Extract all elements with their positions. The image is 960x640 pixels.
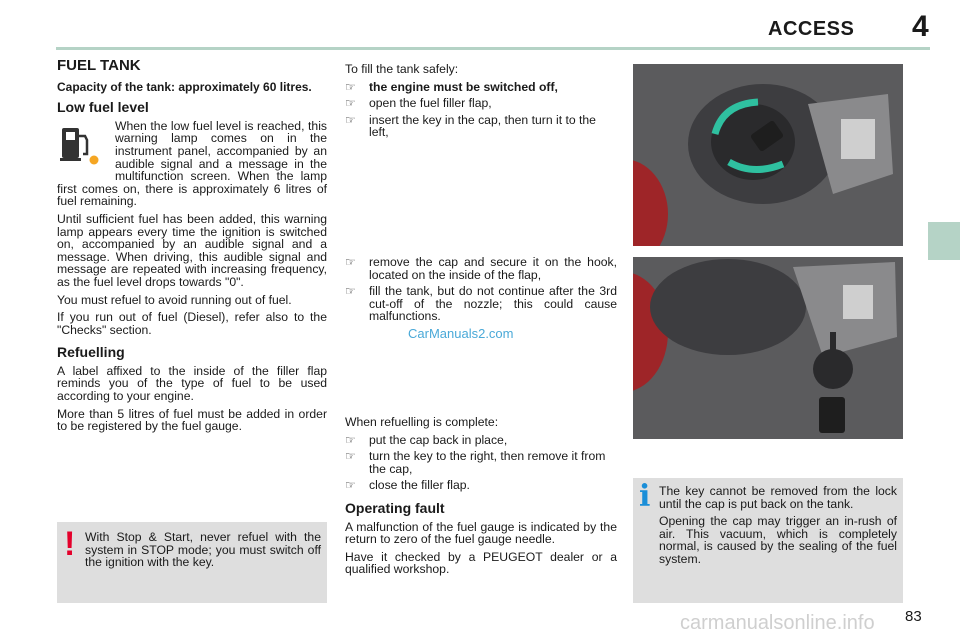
middle-column-mid [345, 256, 617, 328]
list-item: ☞ insert the key in the cap, then turn it to the left, [345, 112, 596, 140]
footer-watermark: carmanualsonline.info [680, 612, 875, 634]
pointing-hand-icon: ☞ [345, 255, 356, 269]
steps-list-3 [345, 434, 617, 492]
photo-cap-on-hook [633, 257, 903, 439]
header-divider [56, 47, 930, 50]
pointing-hand-icon: ☞ [345, 478, 356, 493]
photo-key-in-cap [633, 64, 903, 246]
low-fuel-p1: When the low fuel level is reached, this warning lamp comes on in the instrument panel, accompanied by an audible signal and a message in the multifunction screen. When the lamp first comes on, there is approximately 6 litres of fuel remaining. [57, 118, 327, 209]
complete-intro: When refuelling is complete: [345, 415, 499, 429]
page-number: 83 [905, 608, 922, 625]
fuel-tank-heading: FUEL TANK [57, 57, 141, 74]
warning-box [57, 522, 327, 603]
warning-text: With Stop & Start, never refuel with the system in STOP mode; you must switch off the ignition with the key. [85, 530, 321, 570]
pointing-hand-icon: ☞ [345, 449, 356, 464]
list-item: ☞ put the cap back in place, [345, 432, 508, 447]
chapter-number: 4 [912, 10, 929, 43]
info-icon: i [639, 479, 651, 514]
low-fuel-p4: If you run out of fuel (Diesel), refer also to the "Checks" section. [57, 310, 327, 337]
info-text [659, 485, 897, 571]
steps-list-1 [345, 81, 617, 139]
pointing-hand-icon: ☞ [345, 284, 356, 299]
low-fuel-heading: Low fuel level [57, 99, 149, 116]
middle-column-top [345, 63, 617, 144]
operating-fault-heading: Operating fault [345, 499, 445, 516]
pointing-hand-icon: ☞ [345, 79, 356, 94]
fault-p2: Have it checked by a PEUGEOT dealer or a qualified workshop. [345, 549, 617, 577]
list-item: ☞ remove the cap and secure it on the hook, located on the inside of the flap, [345, 255, 617, 282]
fill-intro: To fill the tank safely: [345, 62, 459, 76]
pointing-hand-icon: ☞ [345, 432, 356, 447]
warning-icon: ! [64, 525, 76, 563]
capacity-text: Capacity of the tank: approximately 60 litres. [57, 79, 312, 94]
section-title: ACCESS [768, 18, 855, 40]
list-item: ☞ fill the tank, but do not continue after the 3rd cut-off of the nozzle; this could cause malfunctions. [345, 284, 617, 324]
list-item: ☞ turn the key to the right, then remove it from the cap, [345, 449, 606, 476]
info-p1: The key cannot be removed from the lock until the cap is put back on the tank. [659, 484, 897, 511]
pointing-hand-icon: ☞ [345, 112, 356, 127]
low-fuel-p2: Until sufficient fuel has been added, this warning lamp appears every time the ignition is switched on, accompanied by an audible signal and a message. When driving, this audible signal and message are repeated with increasing frequency, as the fuel level drops towards "0". [57, 211, 327, 289]
refuelling-heading: Refuelling [57, 344, 125, 361]
refuelling-p1: A label affixed to the inside of the filler flap reminds you of the type of fuel to be used according to your engine. [57, 363, 327, 404]
watermark-text: CarManuals2.com [408, 326, 514, 341]
steps-list-2 [345, 256, 617, 323]
info-box [633, 478, 903, 603]
pointing-hand-icon: ☞ [345, 96, 356, 111]
refuelling-p2: More than 5 litres of fuel must be added in order to be registered by the fuel gauge. [57, 406, 327, 434]
low-fuel-p3: You must refuel to avoid running out of fuel. [57, 292, 292, 307]
left-column [57, 57, 327, 438]
middle-column-bottom [345, 416, 617, 581]
list-item: ☞ close the filler flap. [345, 478, 470, 493]
fuel-lamp-icon [57, 122, 109, 172]
chapter-side-tab [928, 222, 960, 260]
list-item: ☞ the engine must be switched off, [345, 79, 558, 94]
fault-p1: A malfunction of the fuel gauge is indicated by the return to zero of the fuel gauge needle. [345, 519, 617, 547]
list-item: ☞ open the fuel filler flap, [345, 96, 492, 111]
info-p2: Opening the cap may trigger an in-rush of air. This vacuum, which is completely normal, is caused by the sealing of the fuel system. [659, 514, 897, 566]
